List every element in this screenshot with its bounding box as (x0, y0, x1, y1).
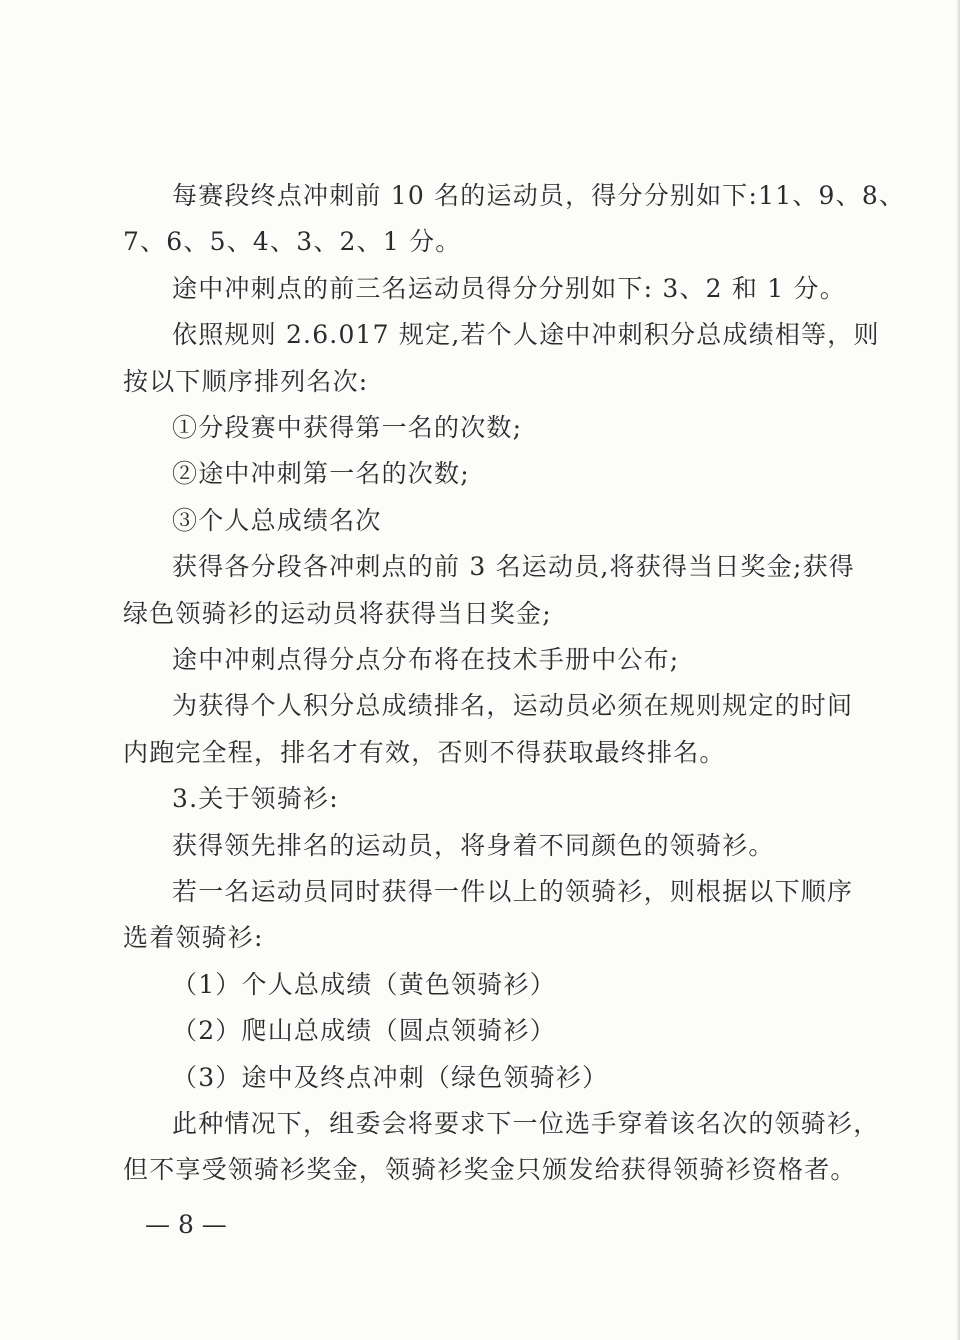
text-line: ②途中冲刺第一名的次数; (172, 459, 470, 488)
text-line: 获得各分段各冲刺点的前 3 名运动员,将获得当日奖金;获得 (172, 552, 855, 581)
text-line: 每赛段终点冲刺前 10 名的运动员，得分分别如下:11、9、8、 (172, 181, 906, 210)
text-line: ③个人总成绩名次 (172, 506, 382, 535)
text-line: 若一名运动员同时获得一件以上的领骑衫，则根据以下顺序 (172, 877, 854, 906)
text-line: 选着领骑衫: (123, 923, 264, 952)
list-item: （3）途中及终点冲刺（绿色领骑衫） (172, 1063, 609, 1092)
list-item: （2）爬山总成绩（圆点领骑衫） (172, 1016, 556, 1045)
text-line: 途中冲刺点的前三名运动员得分分别如下: 3、2 和 1 分。 (172, 274, 846, 303)
text-line: 7、6、5、4、3、2、1 分。 (123, 227, 462, 256)
section-heading: 3.关于领骑衫: (172, 784, 339, 813)
text-line: ①分段赛中获得第一名的次数; (172, 413, 523, 442)
text-line: 为获得个人积分总成绩排名，运动员必须在规则规定的时间 (172, 691, 854, 720)
list-item: （1）个人总成绩（黄色领骑衫） (172, 970, 556, 999)
text-line: 获得领先排名的运动员，将身着不同颜色的领骑衫。 (172, 831, 775, 860)
text-line: 绿色领骑衫的运动员将获得当日奖金; (123, 599, 552, 628)
text-line: 途中冲刺点得分点分布将在技术手册中公布; (172, 645, 680, 674)
text-line: 内跑完全程，排名才有效，否则不得获取最终排名。 (123, 738, 726, 767)
page-number: — 8 — (145, 1210, 227, 1239)
text-line: 依照规则 2.6.017 规定,若个人途中冲刺积分总成绩相等，则 (172, 320, 880, 349)
text-line: 但不享受领骑衫奖金，领骑衫奖金只颁发给获得领骑衫资格者。 (123, 1155, 857, 1184)
text-line: 按以下顺序排列名次: (123, 367, 369, 396)
text-line: 此种情况下，组委会将要求下一位选手穿着该名次的领骑衫， (172, 1109, 880, 1138)
